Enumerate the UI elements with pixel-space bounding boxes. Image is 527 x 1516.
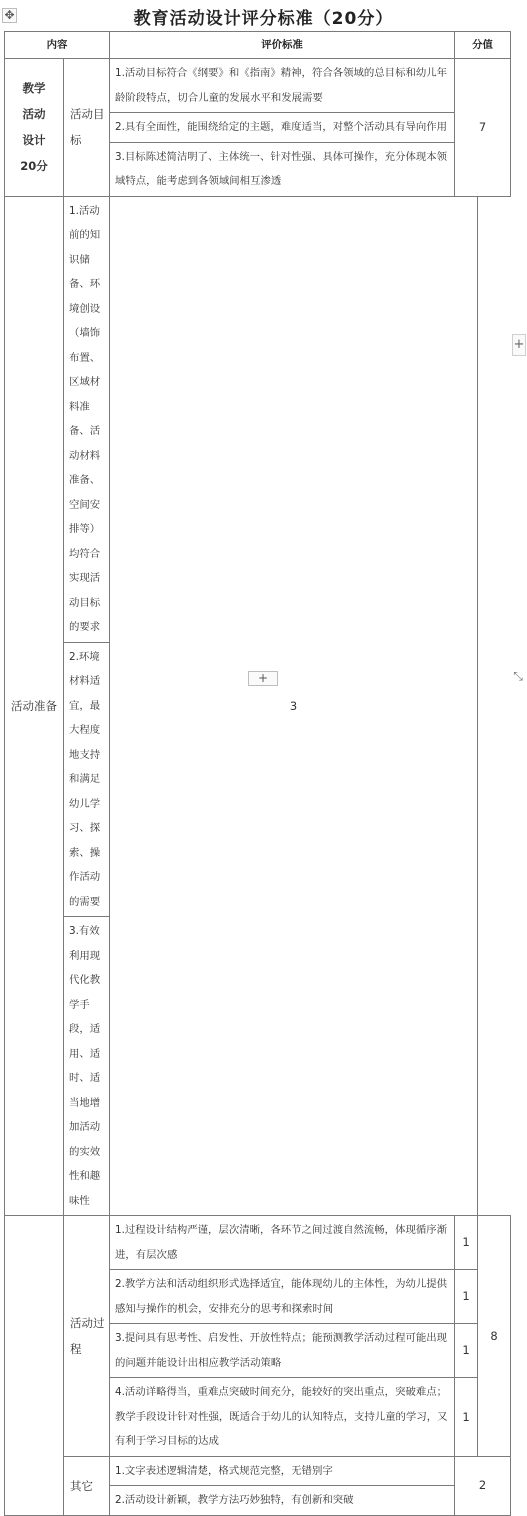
category-line: 活动	[22, 107, 46, 122]
criterion-item: 1.文字表述逻辑清楚，格式规范完整，无错别字	[110, 1456, 455, 1486]
table-row	[5, 59, 511, 113]
criterion-item: 2.环境材料适宜，最大程度地支持和满足幼儿学习、探索、操作活动的需要	[64, 642, 110, 917]
criterion-item: 3.目标陈述简洁明了、主体统一、针对性强、具体可操作，充分体现本领域特点，能考虑到各领域间相互渗透	[110, 142, 455, 196]
section-score: 2	[455, 1456, 511, 1515]
item-score: 1	[455, 1378, 478, 1457]
item-score: 1	[455, 1216, 478, 1270]
criterion-item: 2.活动设计新颖，教学方法巧妙独特，有创新和突破	[110, 1486, 455, 1516]
category-line: 设计	[22, 133, 46, 148]
add-row-button[interactable]	[248, 671, 278, 686]
move-arrows-icon: ✥	[4, 8, 15, 22]
header-score: 分值	[455, 32, 511, 59]
section-goal: 活动目标	[64, 59, 110, 197]
table-header-row	[5, 32, 511, 59]
table-row	[5, 196, 511, 642]
criterion-item: 3.提问具有思考性、启发性、开放性特点；能预测教学活动过程可能出现的问题并能设计出相应教学活动策略	[110, 1324, 455, 1378]
table-row	[5, 1456, 511, 1486]
resize-arrow-icon: ⤡	[513, 669, 523, 683]
criterion-item: 1.过程设计结构严谨，层次清晰，各环节之间过渡自然流畅，体现循序渐进，有层次感	[110, 1216, 455, 1270]
criterion-item: 1.活动目标符合《纲要》和《指南》精神，符合各领域的总目标和幼儿年龄阶段特点，切合儿童的发展水平和发展需要	[110, 59, 455, 113]
document-title: 教育活动设计评分标准（20分）	[133, 9, 394, 29]
item-score: 1	[455, 1324, 478, 1378]
add-column-button[interactable]	[512, 334, 526, 356]
scoring-table	[4, 31, 511, 1516]
header-criteria: 评价标准	[110, 32, 455, 59]
section-prep: 活动准备	[5, 196, 64, 1216]
section-score: 8	[478, 1216, 511, 1457]
criterion-item: 1.活动前的知识储备、环境创设（墙饰布置、区域材料准备、活动材料准备、空间安排等）均符合实现活动目标的要求	[64, 196, 110, 642]
category-cell	[5, 59, 64, 197]
section-other: 其它	[64, 1456, 110, 1515]
header-content: 内容	[5, 32, 110, 59]
section-score: 3	[110, 196, 478, 1216]
table-row	[5, 1216, 511, 1270]
category-line: 教学	[22, 81, 46, 96]
section-process: 活动过程	[64, 1216, 110, 1457]
criterion-item: 2.具有全面性，能围绕给定的主题，难度适当，对整个活动具有导向作用	[110, 113, 455, 143]
item-score: 1	[455, 1270, 478, 1324]
criterion-item: 2.教学方法和活动组织形式选择适宜，能体现幼儿的主体性，为幼儿提供感知与操作的机会，安排充分的思考和探索时间	[110, 1270, 455, 1324]
plus-icon: +	[257, 671, 269, 685]
category-blank-cell	[5, 1216, 64, 1516]
criterion-item: 3.有效利用现代化教学手段，适用、适时、适当地增加活动的实效性和趣味性	[64, 917, 110, 1216]
plus-icon: +	[513, 337, 525, 352]
table-resize-handle[interactable]	[511, 669, 525, 683]
section-score: 7	[455, 59, 511, 197]
category-line: 20分	[20, 159, 48, 174]
criterion-item: 4.活动详略得当，重难点突破时间充分，能较好的突出重点，突破难点；教学手段设计针对性强，既适合于幼儿的认知特点，支持儿童的学习，又有利于学习目标的达成	[110, 1378, 455, 1457]
